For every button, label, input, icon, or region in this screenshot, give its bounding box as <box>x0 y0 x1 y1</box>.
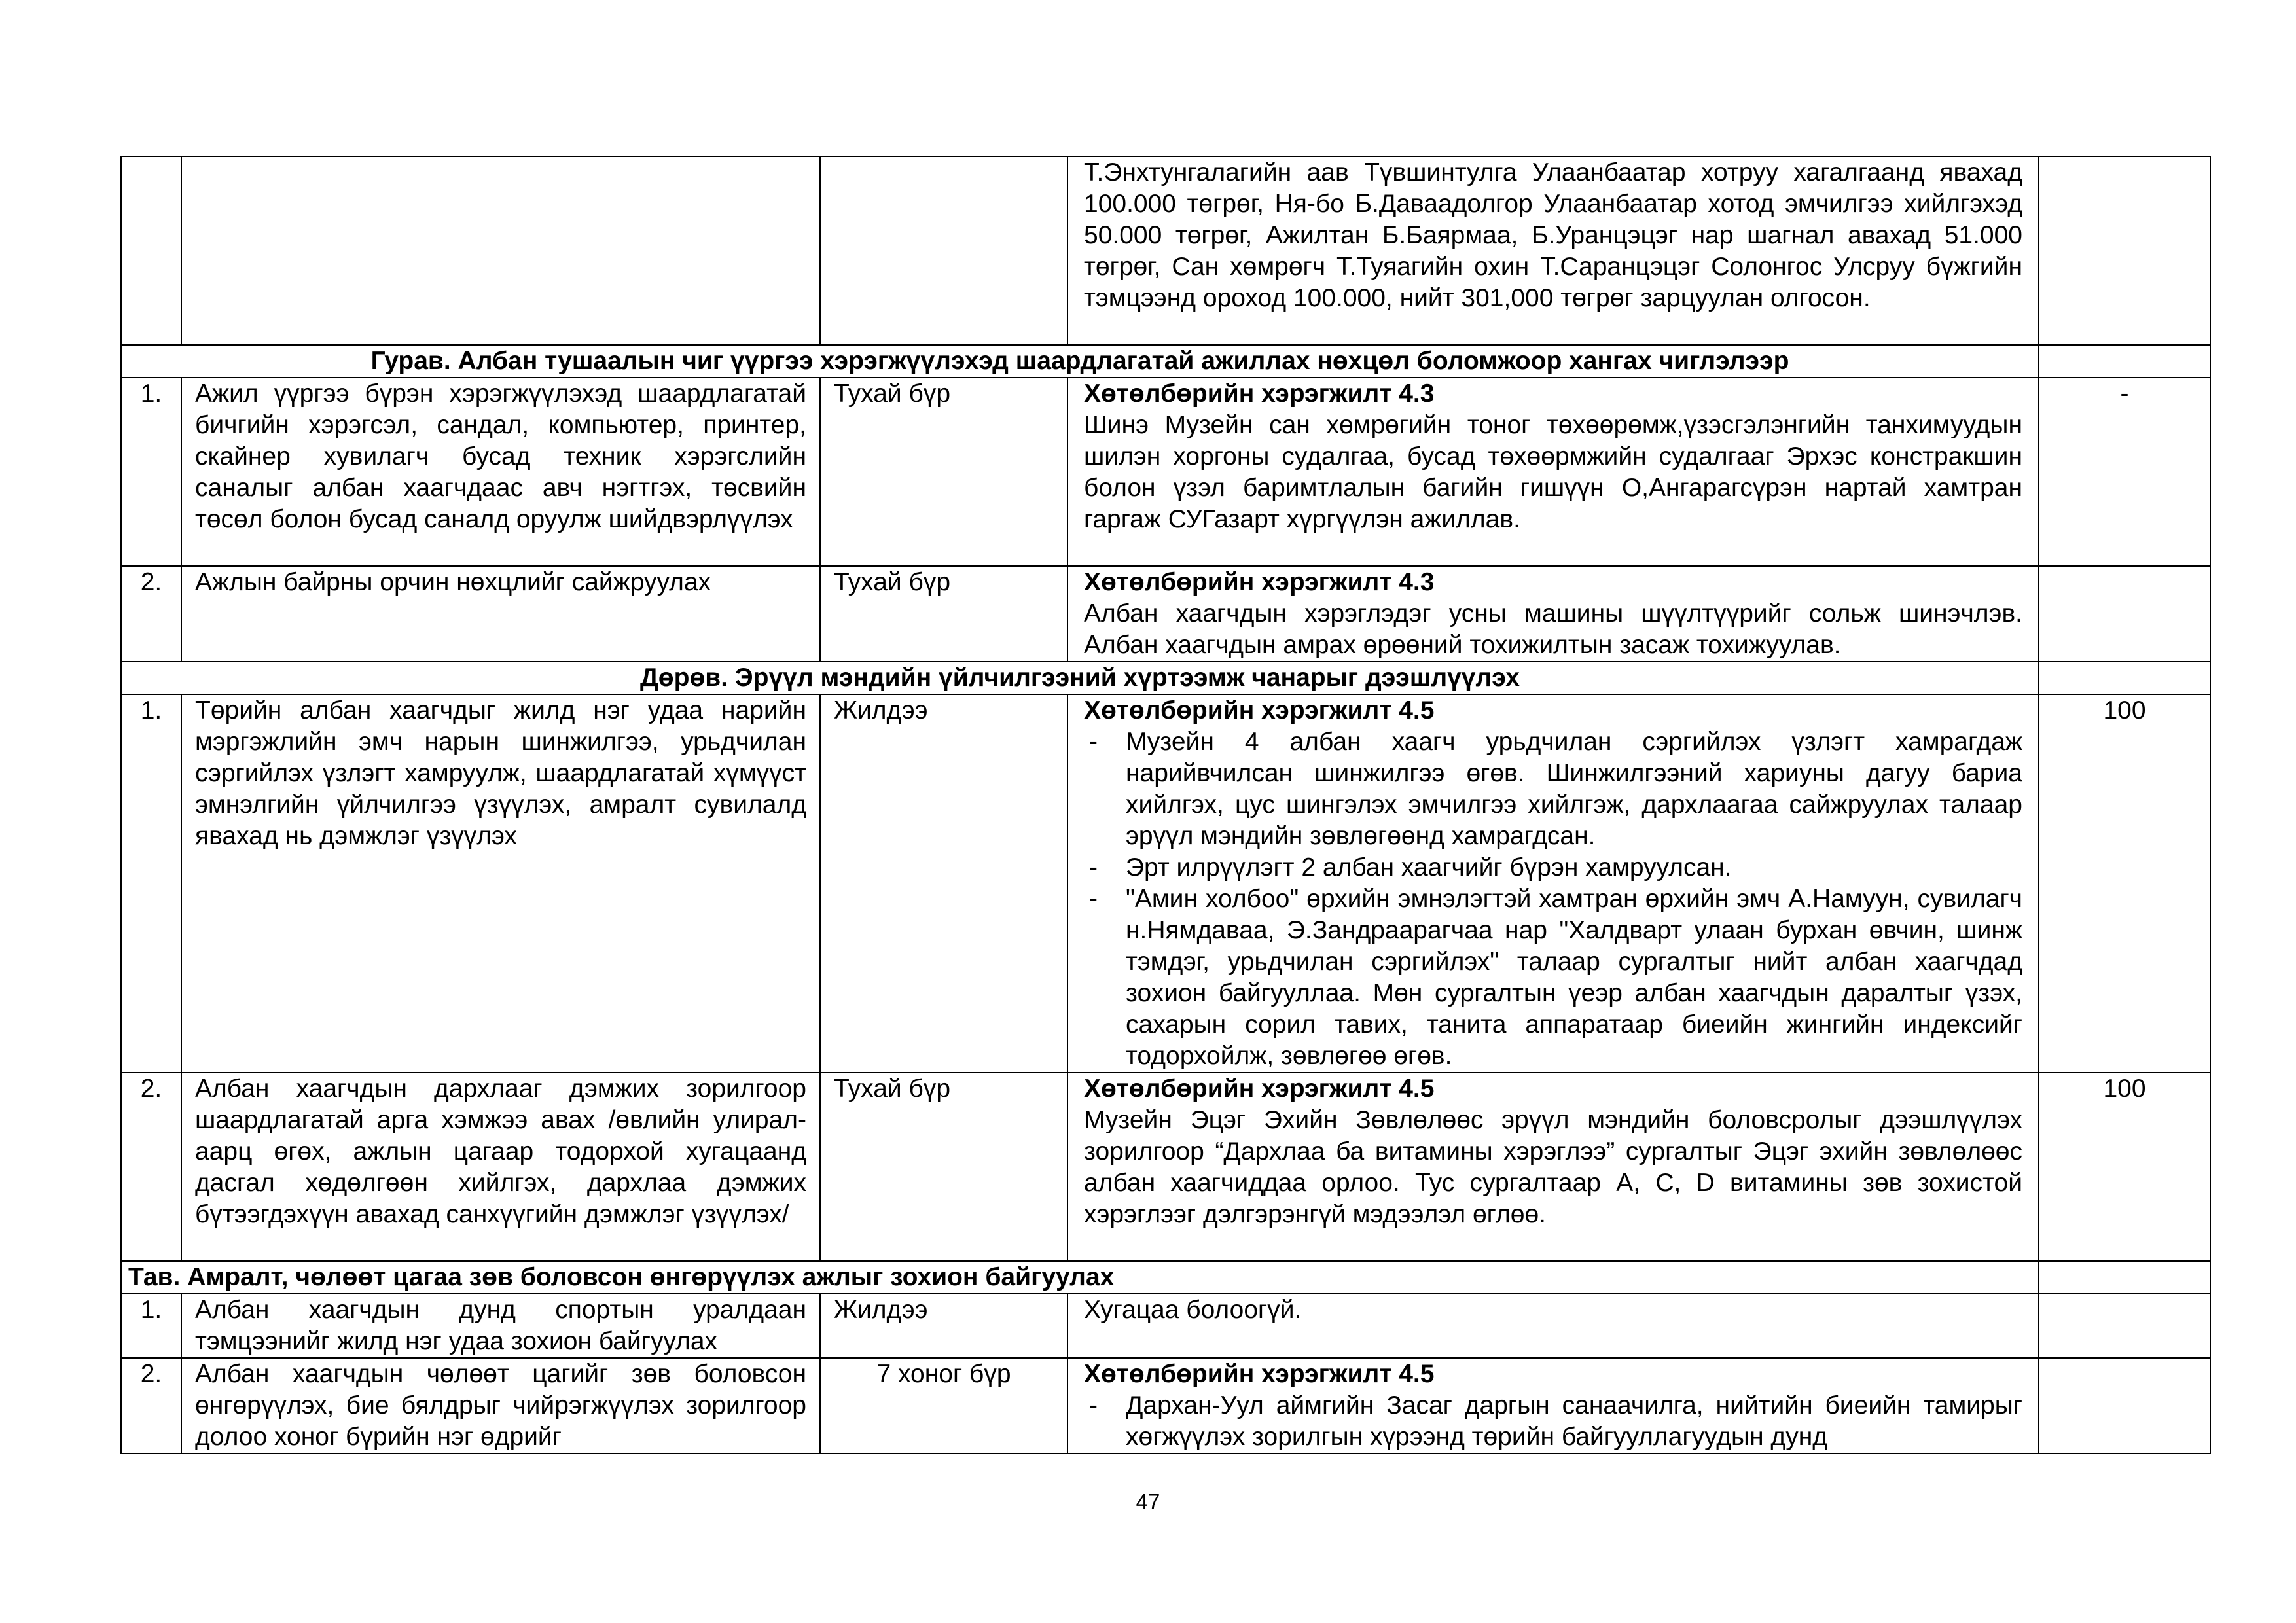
frequency-text: Тухай бүр <box>820 566 1067 662</box>
score-cell <box>2039 1261 2210 1294</box>
report-subtitle: Хөтөлбөрийн хэрэгжилт 4.3 <box>1084 380 1435 408</box>
report-text: Албан хаагчдын хэрэглэдэг усны машины шүүлтүүрийг сольж шинэчлэв. Албан хаагчдын амрах өрөөний тохижилтын засаж тохижуулав. <box>1084 599 2022 659</box>
score-cell <box>2039 156 2210 345</box>
section-title: Тав. Амралт, чөлөөт цагаа зөв боловсон өнгөрүүлэх ажлыг зохион байгуулах <box>121 1261 2039 1294</box>
report-cell <box>1067 566 2039 662</box>
bullet-text: Музейн 4 албан хаагч урьдчилан сэргийлэх үзлэгт хамрагдаж нарийвчилсан шинжилгээ өгөв. Шинжилгээний хариуны дагуу бариа хийлгэх, цус шингэлэх эмчилгээ хийлгэж, дархлаагаа сайжруулах талаар эрүүл мэндийн зөвлөгөөнд хамрагдсан. <box>1126 728 2022 850</box>
section-header-row <box>121 1261 2210 1294</box>
score-text: - <box>2039 378 2210 566</box>
score-text <box>2039 1294 2210 1358</box>
task-text: Албан хаагчдын чөлөөт цагийг зөв боловсон өнгөрүүлэх, бие бялдрыг чийрэгжүүлэх зорилгоор долоо хоног бүрийн нэг өдрийг <box>181 1358 820 1454</box>
report-text: Хугацаа болоогүй. <box>1084 1296 1302 1324</box>
section-header-row <box>121 345 2210 378</box>
table-row <box>121 156 2210 345</box>
report-bullet <box>1084 852 2022 883</box>
report-subtitle: Хөтөлбөрийн хэрэгжилт 4.5 <box>1084 1075 1435 1103</box>
frequency-text: Жилдээ <box>820 1294 1067 1358</box>
table-row <box>121 694 2210 1073</box>
bullet-dash: - <box>1089 885 1098 913</box>
report-bullet <box>1084 883 2022 1072</box>
task-text: Ажил үүргээ бүрэн хэрэгжүүлэхэд шаардлагатай бичгийн хэрэгсэл, сандал, компьютер, принтер, скайнер хувилагч бусад техник хэрэгслийн саналыг албан хаагчдаас авч нэгтгэх, төсвийн төсөл болон бусад саналд оруулж шийдвэрлүүлэх <box>181 378 820 566</box>
task-text: Албан хаагчдын дархлааг дэмжих зорилгоор шаардлагатай арга хэмжээ авах /өвлийн улирал-аарц өгөх, ажлын цагаар тодорхой хугацаанд дасгал хөдөлгөөн хийлгэх, дархлаа дэмжих бүтээгдэхүүн авахад санхүүгийн дэмжлэг үзүүлэх/ <box>181 1073 820 1261</box>
report-text: Шинэ Музейн сан хөмрөгийн тоног төхөөрөмж,үзэсгэлэнгийн танхимуудын шилэн хоргоны судалгаа, бусад төхөөрмжийн судалгааг Эрхэс констракшин болон үзэл баримтлалын багийн гишүүн О,Ангарагсүрэн нартай хамтран гаргаж СУГазарт хүргүүлэн ажиллав. <box>1084 411 2022 533</box>
task-text: Ажлын байрны орчин нөхцлийг сайжруулах <box>181 566 820 662</box>
task-text: Төрийн албан хаагчдыг жилд нэг удаа нарийн мэргэжлийн эмч нарын шинжилгээ, урьдчилан сэргийлэх үзлэгт хамруулж, шаардлагатай хүмүүст эмнэлгийн үйлчилгээ үзүүлэх, амралт сувилалд явахад нь дэмжлэг үзүүлэх <box>181 694 820 1073</box>
score-cell <box>2039 662 2210 694</box>
report-bullet <box>1084 726 2022 852</box>
report-subtitle: Хөтөлбөрийн хэрэгжилт 4.5 <box>1084 696 1435 724</box>
report-cell <box>1067 1073 2039 1261</box>
row-number: 2. <box>121 566 181 662</box>
report-cell <box>1067 378 2039 566</box>
report-cell <box>1067 694 2039 1073</box>
row-number: 2. <box>121 1073 181 1261</box>
report-bullet <box>1084 1390 2022 1453</box>
row-number-cell <box>121 156 181 345</box>
section-title: Гурав. Албан тушаалын чиг үүргээ хэрэгжүүлэхэд шаардлагатай ажиллах нөхцөл боломжоор хангах чиглэлээр <box>121 345 2039 378</box>
score-text: 100 <box>2039 694 2210 1073</box>
row-number: 1. <box>121 378 181 566</box>
report-table <box>120 156 2211 1454</box>
score-cell <box>2039 345 2210 378</box>
table-row <box>121 1294 2210 1358</box>
table-row <box>121 1073 2210 1261</box>
frequency-text: Тухай бүр <box>820 1073 1067 1261</box>
score-text <box>2039 566 2210 662</box>
bullet-dash: - <box>1089 1391 1098 1419</box>
table-row <box>121 378 2210 566</box>
report-subtitle: Хөтөлбөрийн хэрэгжилт 4.3 <box>1084 568 1435 596</box>
bullet-text: "Амин холбоо" өрхийн эмнэлэгтэй хамтран өрхийн эмч А.Намуун, сувилагч н.Нямдаваа, Э.Зандраарагчаа нар "Халдварт улаан бурхан өвчин, шинж тэмдэг, урьдчилан сэргийлэх" талаар сургалтыг нийт албан хаагчдад зохион байгууллаа. Мөн сургалтын үеэр албан хаагчдын даралтыг үзэх, сахарын сорил тавих, танита аппаратаар биеийн жингийн индексийг тодорхойлж, зөвлөгөө өгөв. <box>1126 885 2022 1070</box>
score-text <box>2039 1358 2210 1454</box>
table-row <box>121 1358 2210 1454</box>
report-text: Т.Энхтунгалагийн аав Түвшинтулга Улаанбаатар хотруу хагалгаанд явахад 100.000 төгрөг, Ня-бо Б.Даваадолгор Улаанбаатар хотод эмчилгээ хийлгэхэд 50.000 төгрөг, Ажилтан Б.Баярмаа, Б.Уранцэцэг нар шагнал авахад 51.000 төгрөг, Сан хөмрөгч Т.Туяагийн охин Т.Саранцэцэг Солонгос Улсруу бүжгийн тэмцээнд ороход 100.000, нийт 301,000 төгрөг зарцуулан олгосон. <box>1084 158 2022 312</box>
row-number: 1. <box>121 1294 181 1358</box>
row-number: 1. <box>121 694 181 1073</box>
frequency-text: Тухай бүр <box>820 378 1067 566</box>
bullet-dash: - <box>1089 728 1098 756</box>
row-number: 2. <box>121 1358 181 1454</box>
section-header-row <box>121 662 2210 694</box>
report-cell <box>1067 156 2039 345</box>
report-subtitle: Хөтөлбөрийн хэрэгжилт 4.5 <box>1084 1360 1435 1388</box>
task-cell <box>181 156 820 345</box>
frequency-text: Жилдээ <box>820 694 1067 1073</box>
frequency-text: 7 хоног бүр <box>820 1358 1067 1454</box>
bullet-text: Эрт илрүүлэгт 2 албан хаагчийг бүрэн хамруулсан. <box>1126 853 1732 882</box>
report-cell <box>1067 1358 2039 1454</box>
table-row <box>121 566 2210 662</box>
bullet-dash: - <box>1089 853 1098 882</box>
page-number: 47 <box>1136 1489 1160 1514</box>
score-text: 100 <box>2039 1073 2210 1261</box>
frequency-cell <box>820 156 1067 345</box>
bullet-text: Дархан-Уул аймгийн Засаг даргын санаачилга, нийтийн биеийн тамирыг хөгжүүлэх зорилгын хүрээнд төрийн байгууллагуудын дунд <box>1126 1391 2022 1451</box>
report-text: Музейн Эцэг Эхийн Зөвлөлөөс эрүүл мэндийн боловсролыг дээшлүүлэх зорилгоор “Дархлаа ба витамины хэрэглээ” сургалтыг Эцэг эхийн зөвлөлөөс албан хаагчиддаа орлоо. Тус сургалтаар A, C, D витамины зөв зохистой хэрэглээг дэлгэрэнгүй мэдээлэл өглөө. <box>1084 1106 2022 1228</box>
report-cell <box>1067 1294 2039 1358</box>
task-text: Албан хаагчдын дунд спортын уралдаан тэмцээнийг жилд нэг удаа зохион байгуулах <box>181 1294 820 1358</box>
section-title: Дөрөв. Эрүүл мэндийн үйлчилгээний хүртээмж чанарыг дээшлүүлэх <box>121 662 2039 694</box>
